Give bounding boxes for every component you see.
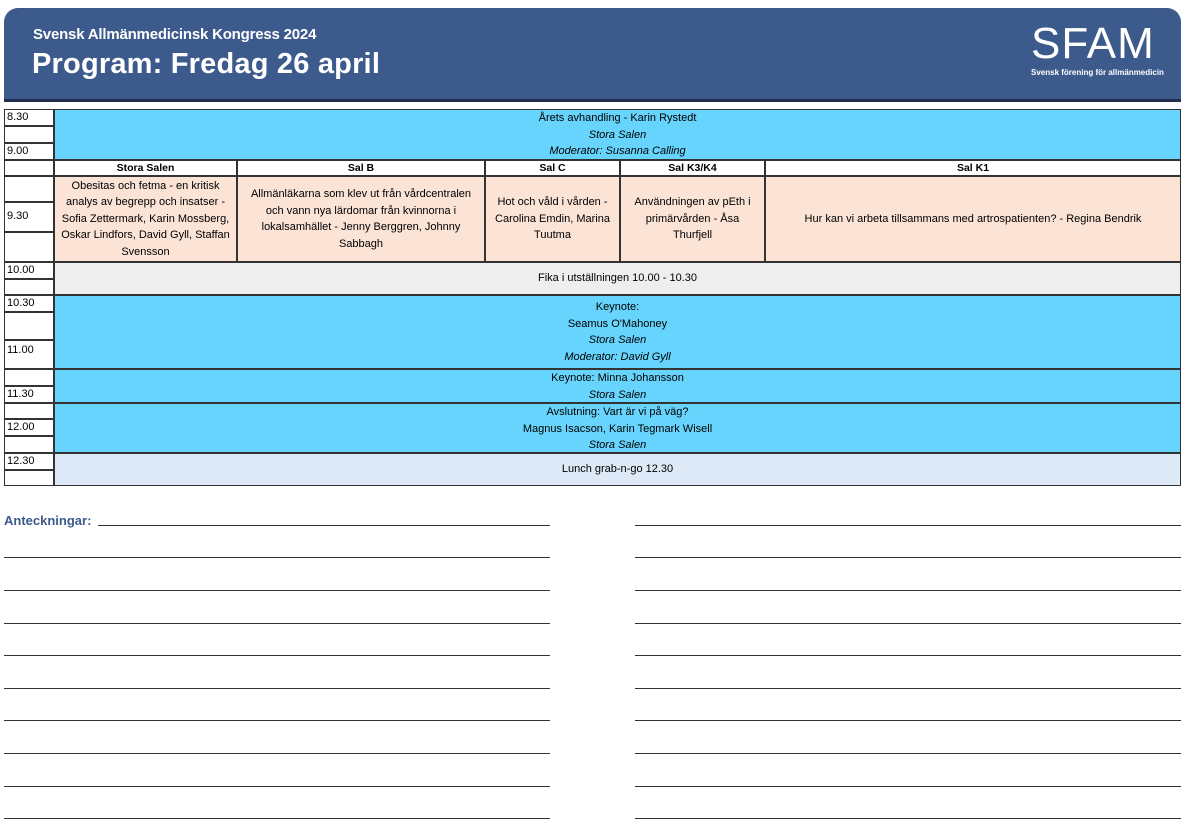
time-row-blank	[4, 232, 54, 262]
parallel-session: Hur kan vi arbeta tillsammans med artrospatienten? - Regina Bendrik	[765, 176, 1181, 262]
time-row-blank	[4, 436, 54, 453]
note-line[interactable]	[635, 688, 1181, 689]
session-keynote	[54, 295, 1181, 369]
note-line[interactable]	[4, 557, 550, 558]
note-line[interactable]	[635, 557, 1181, 558]
parallel-session: Allmänläkarna som klev ut från vårdcentralen och vann nya lärdomar från kvinnorna i lokalsamhället - Jenny Berggren, Johnny Sabbagh	[237, 176, 485, 262]
note-line[interactable]	[4, 688, 550, 689]
room-header: Sal K3/K4	[620, 160, 765, 176]
parallel-session: Hot och våld i vården - Carolina Emdin, Marina Tuutma	[485, 176, 620, 262]
note-line[interactable]	[635, 655, 1181, 656]
session-lunch: Lunch grab-n-go 12.30	[54, 453, 1181, 486]
page-title: Program: Fredag 26 april	[32, 48, 381, 80]
note-line[interactable]	[635, 786, 1181, 787]
time-row-blank	[4, 312, 54, 340]
page-header	[4, 8, 1181, 102]
room-header: Sal B	[237, 160, 485, 176]
time-row-blank	[4, 160, 54, 176]
time-row-900: 9.00	[4, 143, 54, 160]
time-row-blank	[4, 369, 54, 386]
session-moderator: Moderator: Susanna Calling	[549, 145, 686, 157]
note-line[interactable]	[4, 786, 550, 787]
time-row-830: 8.30	[4, 109, 54, 126]
room-header: Sal C	[485, 160, 620, 176]
session-title: Årets avhandling - Karin Rystedt	[538, 112, 697, 124]
note-line[interactable]	[4, 623, 550, 624]
session-speaker: Seamus O'Mahoney	[567, 317, 668, 330]
session-opening	[54, 109, 1181, 160]
session-title: Keynote: Minna Johansson	[551, 372, 684, 384]
parallel-session: Obesitas och fetma - en kritisk analys av begrepp och insatser - Sofia Zettermark, Karin Mossberg, Oskar Lindfors, David Gyll, Staffan Svensson	[54, 176, 237, 262]
schedule-table	[4, 109, 1181, 486]
note-line[interactable]	[635, 623, 1181, 624]
time-row-1030: 10.30	[4, 295, 54, 312]
note-line[interactable]	[4, 655, 550, 656]
time-row-1230: 12.30	[4, 453, 54, 470]
parallel-session: Användningen av pEth i primärvården - Åsa Thurfjell	[620, 176, 765, 262]
session-moderator: Moderator: David Gyll	[564, 350, 671, 363]
note-line[interactable]	[635, 818, 1181, 819]
note-line[interactable]	[4, 720, 550, 721]
note-line[interactable]	[98, 525, 550, 526]
session-room: Stora Salen	[588, 439, 647, 451]
notes-label: Anteckningar:	[4, 513, 92, 528]
time-row-1100: 11.00	[4, 340, 54, 369]
logo-text: SFAM	[1031, 19, 1155, 68]
session-room: Stora Salen	[588, 388, 647, 401]
time-row-1200: 12.00	[4, 419, 54, 436]
session-closing	[54, 403, 1181, 453]
note-line[interactable]	[635, 590, 1181, 591]
session-room: Stora Salen	[588, 128, 647, 141]
note-line[interactable]	[635, 525, 1181, 526]
session-keynote	[54, 369, 1181, 403]
sfam-logo	[1031, 19, 1164, 82]
congress-subtitle: Svensk Allmänmedicinsk Kongress 2024	[33, 26, 317, 43]
note-line[interactable]	[635, 720, 1181, 721]
note-line[interactable]	[4, 590, 550, 591]
time-row-blank	[4, 403, 54, 419]
time-row-1000: 10.00	[4, 262, 54, 279]
room-header: Sal K1	[765, 160, 1181, 176]
session-label: Keynote:	[595, 301, 640, 313]
time-row-blank	[4, 126, 54, 143]
time-row-930: 9.30	[4, 202, 54, 232]
time-row-blank	[4, 176, 54, 202]
room-header: Stora Salen	[54, 160, 237, 176]
time-row-1130: 11.30	[4, 386, 54, 403]
session-room: Stora Salen	[588, 334, 647, 346]
session-title: Avslutning: Vart är vi på väg?	[546, 406, 689, 418]
time-row-blank	[4, 470, 54, 486]
note-line[interactable]	[4, 818, 550, 819]
session-fika: Fika i utställningen 10.00 - 10.30	[54, 262, 1181, 295]
note-line[interactable]	[635, 753, 1181, 754]
session-speakers: Magnus Isacson, Karin Tegmark Wisell	[522, 422, 713, 435]
time-row-blank	[4, 279, 54, 295]
note-line[interactable]	[4, 753, 550, 754]
logo-subtext: Svensk förening för allmänmedicin	[1031, 68, 1164, 77]
